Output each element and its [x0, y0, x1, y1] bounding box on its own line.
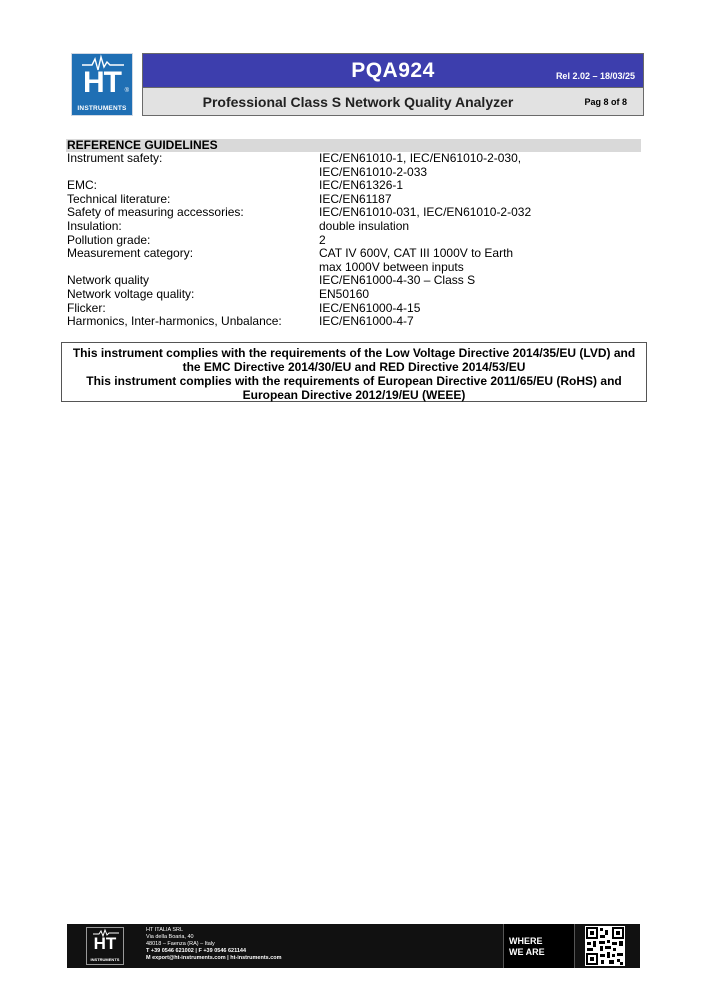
- registered-icon: ®: [124, 88, 129, 94]
- guideline-value: [319, 152, 642, 179]
- section-title: REFERENCE GUIDELINES: [67, 138, 218, 152]
- guideline-row: [67, 179, 642, 193]
- guideline-value-line: CAT IV 600V, CAT III 1000V to Earth: [319, 246, 514, 261]
- guideline-value: [319, 234, 642, 248]
- qr-code-graphic: [585, 926, 625, 966]
- release-info: Rel 2.02 – 18/03/25: [555, 71, 635, 81]
- guideline-row: [67, 206, 642, 220]
- guideline-value-line: max 1000V between inputs: [319, 259, 464, 274]
- guideline-row: [67, 274, 642, 288]
- where-we-are-label: [509, 936, 545, 958]
- model-name: PQA924: [351, 59, 435, 82]
- company-phone: T +39 0546 621002 | F +39 0546 621144: [146, 948, 247, 954]
- guideline-label: Network voltage quality:: [67, 286, 195, 301]
- where-line-2: WE ARE: [509, 947, 545, 957]
- compliance-box: [61, 342, 647, 402]
- guideline-label: Flicker:: [67, 300, 106, 315]
- guideline-value-line: 2: [319, 232, 326, 247]
- guideline-label: Instrument safety:: [67, 151, 163, 165]
- logo-subtitle: INSTRUMENTS: [77, 105, 127, 112]
- guideline-row: [67, 302, 642, 316]
- compliance-line: the EMC Directive 2014/30/EU and RED Directive 2014/53/EU: [182, 360, 526, 374]
- guideline-value: [319, 179, 642, 193]
- guideline-value-line: IEC/EN61326-1: [319, 178, 404, 193]
- document-subtitle: Professional Class S Network Quality Analyzer: [202, 94, 514, 110]
- company-street: Via della Boaria, 40: [146, 934, 194, 940]
- footer-logo-subtitle: INSTRUMENTS: [90, 957, 120, 962]
- header-subtitle-bar: [142, 88, 644, 116]
- guideline-value: [319, 193, 642, 207]
- guideline-value: [319, 220, 642, 234]
- where-we-are-link[interactable]: [503, 924, 575, 968]
- guideline-label: Technical literature:: [67, 191, 171, 206]
- footer-logo-letters: HT: [93, 934, 117, 953]
- guideline-value: [319, 206, 642, 220]
- guidelines-list: [67, 152, 642, 329]
- compliance-line: This instrument complies with the requirements of European Directive 2011/65/EU (RoHS) and: [86, 374, 622, 388]
- footer-logo: [86, 927, 124, 965]
- guideline-value-line: IEC/EN61010-1, IEC/EN61010-2-030,: [319, 151, 522, 165]
- ht-logo: [71, 53, 133, 116]
- guideline-value-line: double insulation: [319, 218, 410, 233]
- guideline-row: [67, 247, 642, 274]
- guideline-value-line: EN50160: [319, 286, 370, 301]
- guideline-value-line: IEC/EN61000-4-7: [319, 314, 414, 329]
- logo-letters: HT: [83, 66, 121, 99]
- guideline-value-line: IEC/EN61000-4-30 – Class S: [319, 273, 476, 288]
- guideline-row: [67, 315, 642, 329]
- guideline-label: Network quality: [67, 273, 150, 288]
- guideline-label: Pollution grade:: [67, 232, 151, 247]
- guideline-row: [67, 288, 642, 302]
- qr-code-icon[interactable]: [585, 926, 625, 966]
- guideline-label: Insulation:: [67, 218, 122, 233]
- compliance-line: This instrument complies with the requirements of the Low Voltage Directive 2014/35/EU (LVD) and: [72, 346, 636, 360]
- guideline-value: [319, 288, 642, 302]
- guideline-value-line: IEC/EN61010-031, IEC/EN61010-2-032: [319, 205, 532, 220]
- guideline-row: [67, 220, 642, 234]
- guideline-label: EMC:: [67, 178, 97, 193]
- guideline-label: Harmonics, Inter-harmonics, Unbalance:: [67, 314, 282, 329]
- guideline-row: [67, 152, 642, 179]
- guideline-label: Safety of measuring accessories:: [67, 205, 244, 220]
- guideline-value: [319, 302, 642, 316]
- guideline-value-line: IEC/EN61010-2-033: [319, 164, 428, 179]
- company-city: 48018 – Faenza (RA) – Italy: [146, 941, 215, 947]
- header-title-bar: [142, 53, 644, 88]
- guideline-value: [319, 274, 642, 288]
- footer-address: [146, 927, 282, 962]
- guideline-value-line: IEC/EN61187: [319, 191, 392, 206]
- where-line-1: WHERE: [509, 936, 543, 946]
- compliance-line: European Directive 2012/19/EU (WEEE): [242, 388, 466, 402]
- guideline-row: [67, 193, 642, 207]
- company-contact: M export@ht-instruments.com | ht-instruments.com: [146, 955, 282, 961]
- guideline-value: [319, 315, 642, 329]
- guideline-row: [67, 234, 642, 248]
- guideline-label: Measurement category:: [67, 246, 194, 261]
- guideline-value-line: IEC/EN61000-4-15: [319, 300, 421, 315]
- guideline-value: [319, 247, 642, 274]
- page-number: Pag 8 of 8: [584, 97, 627, 107]
- company-name: HT ITALIA SRL: [146, 927, 184, 933]
